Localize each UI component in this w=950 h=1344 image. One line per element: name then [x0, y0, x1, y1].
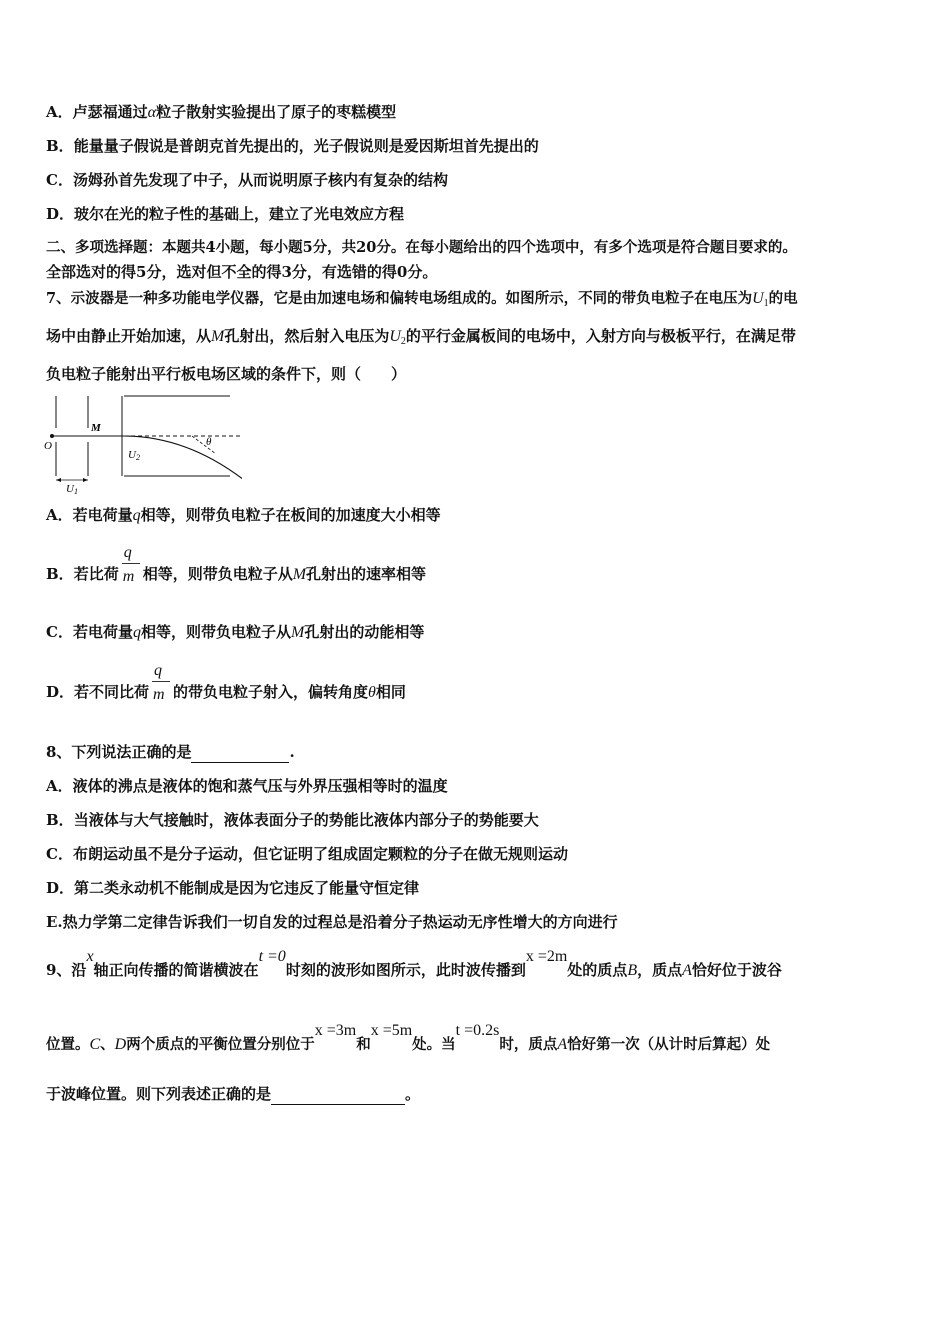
q8-option-a: A．液体的沸点是液体的饱和蒸气压与外界压强相等时的温度	[46, 777, 448, 795]
fraction-q-over-m: $\frac{q}{m}$	[152, 683, 170, 703]
label-m: M	[91, 422, 101, 434]
q6-option-c: C．汤姆孙首先发现了中子，从而说明原子核内有复杂的结构	[46, 171, 448, 189]
q7-option-b: B．若比荷 $\frac{q}{m}$ 相等，则带负电粒子从M孔射出的速率相等	[46, 544, 427, 585]
q7-stem-line-2: 场中由静止开始加速，从M孔射出，然后射入电压为$U_2$的平行金属板间的电场中，入射方向与极板平行，在满足带	[46, 327, 796, 347]
q6-option-a: A．卢瑟福通过α粒子散射实验提出了原子的枣糕模型	[46, 103, 397, 121]
q7-option-d: D．若不同比荷 $\frac{q}{m}$ 的带负电粒子射入，偏转角度θ相同	[46, 662, 406, 703]
section-heading: 二、多项选择题：本题共4小题，每小题5分，共20分。在每小题给出的四个选项中，有多个选项是符合题目要求的。	[46, 239, 797, 256]
label-o: O	[44, 440, 52, 452]
label-theta: θ	[206, 436, 212, 448]
fraction-q-over-m: $\frac{q}{m}$	[122, 565, 140, 585]
q7-option-c: C．若电荷量q相等，则带负电粒子从M孔射出的动能相等	[46, 623, 425, 641]
q7-stem-line-1: 7、示波器是一种多功能电学仪器，它是由加速电场和偏转电场组成的。如图所示，不同的带负电粒子在电压为$U_1$的电	[46, 290, 798, 309]
answer-blank	[271, 1084, 405, 1105]
q8-stem: 8、下列说法正确的是 .	[46, 743, 295, 761]
q6-option-b: B．能量量子假说是普朗克首先提出的，光子假说则是爱因斯坦首先提出的	[46, 137, 539, 155]
oscilloscope-figure	[42, 392, 242, 498]
q9-stem-line-1: 9、沿x轴正向传播的简谐横波在t =0时刻的波形如图所示，此时波传播到x =2m处的质点B，质点A恰好位于波谷	[46, 948, 782, 979]
q8-option-c: C．布朗运动虽不是分子运动，但它证明了组成固定颗粒的分子在做无规则运动	[46, 845, 568, 863]
label-u1: U1	[66, 483, 78, 496]
origin-point	[50, 434, 54, 438]
q9-stem-line-3: 于波峰位置。则下列表述正确的是 。	[46, 1085, 421, 1103]
q8-option-b: B．当液体与大气接触时，液体表面分子的势能比液体内部分子的势能要大	[46, 811, 539, 829]
answer-blank	[191, 742, 289, 763]
q6-option-d: D．玻尔在光的粒子性的基础上，建立了光电效应方程	[46, 205, 405, 223]
particle-trajectory	[124, 436, 242, 488]
q7-option-a: A．若电荷量q相等，则带负电粒子在板间的加速度大小相等	[46, 506, 441, 524]
section-scoring-note: 全部选对的得5分，选对但不全的得3分，有选错的得0分。	[46, 263, 438, 281]
q8-option-e: E.热力学第二定律告诉我们一切自发的过程总是沿着分子热运动无序性增大的方向进行	[46, 913, 618, 931]
q7-stem-line-3: 负电粒子能射出平行板电场区域的条件下，则（ ）	[46, 365, 407, 383]
q9-stem-line-2: 位置。C、D两个质点的平衡位置分别位于x =3m和x =5m处。当t =0.2s时，质点A恰好第一次（从计时后算起）处	[46, 1022, 771, 1053]
label-u2: U2	[128, 449, 140, 462]
q8-option-d: D．第二类永动机不能制成是因为它违反了能量守恒定律	[46, 879, 420, 897]
